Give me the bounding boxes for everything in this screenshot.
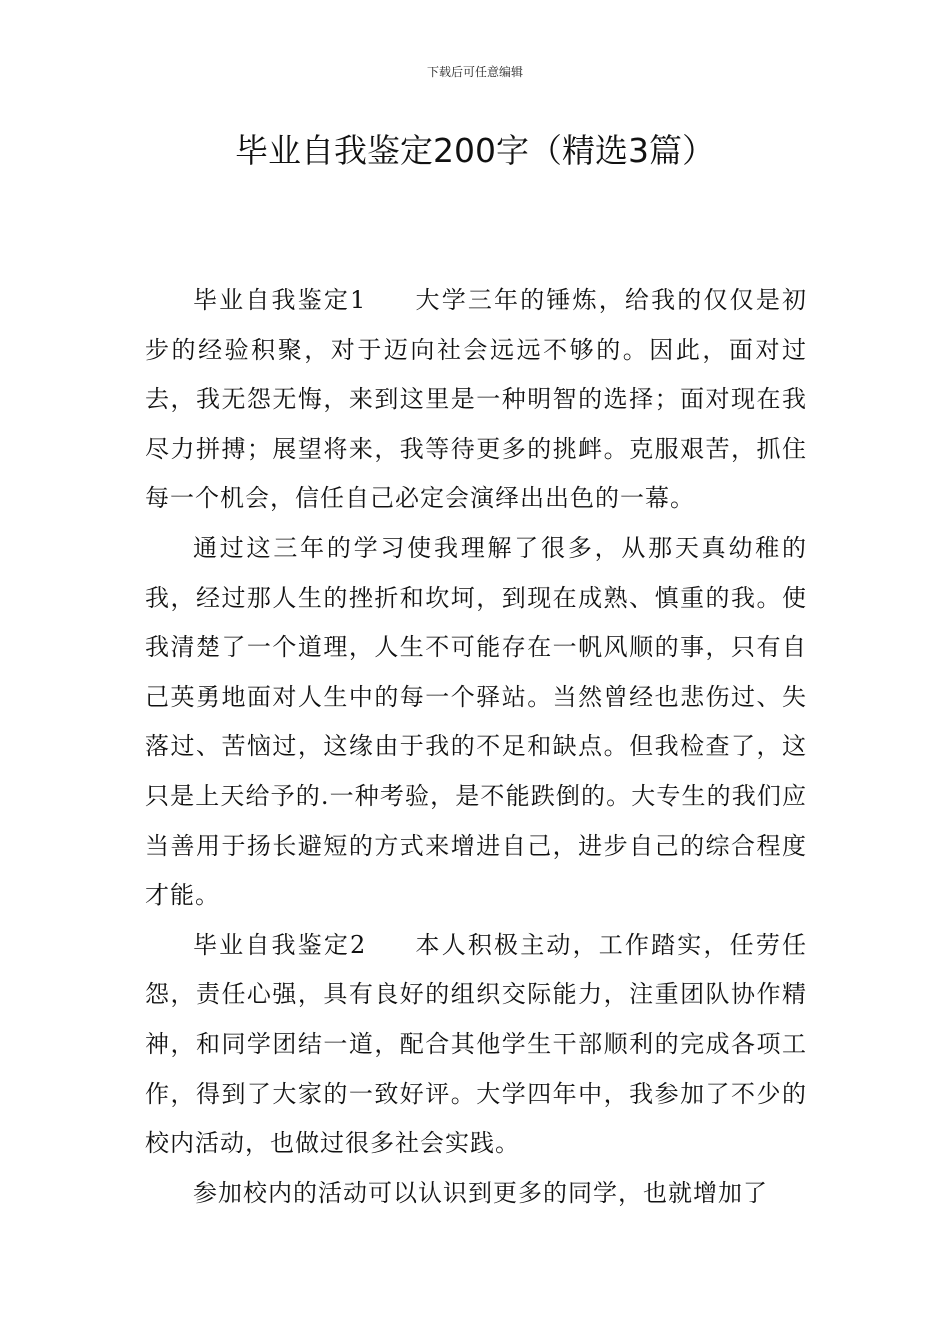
paragraph-3-text: 本人积极主动，工作踏实，任劳任怨，责任心强，具有良好的组织交际能力，注重团队协作精神，和同学团结一道，配合其他学生干部顺利的完成各项工作，得到了大家的一致好评。大学四年中，我参加了不少的校内活动，也做过很多社会实践。: [145, 930, 807, 1158]
paragraph-2-text: 通过这三年的学习使我理解了很多，从那天真幼稚的我，经过那人生的挫折和坎坷，到现在成熟、慎重的我。使我清楚了一个道理，人生不可能存在一帆风顺的事，只有自己英勇地面对人生中的每一个驿站。当然曾经也悲伤过、失落过、苦恼过，这缘由于我的不足和缺点。但我检查了，这只是上天给予的.一种考验，是不能跌倒的。大专生的我们应当善用于扬长避短的方式来增进自己，进步自己的综合程度才能。: [145, 533, 807, 910]
paragraph-4-text: 参加校内的活动可以认识到更多的同学，也就增加了: [193, 1178, 768, 1207]
paragraph-1-text: 大学三年的锤炼，给我的仅仅是初步的经验积聚，对于迈向社会远远不够的。因此，面对过去，我无怨无悔，来到这里是一种明智的选择；面对现在我尽力拼搏；展望将来，我等待更多的挑衅。克服艰苦，抓住每一个机会，信任自己必定会演绎出出色的一幕。: [145, 286, 807, 513]
paragraph-3: [145, 921, 807, 1169]
section-heading-2: 毕业自我鉴定2: [193, 930, 367, 959]
paragraph-4: [145, 1169, 807, 1219]
document-body: [145, 276, 807, 1218]
paragraph-2: [145, 524, 807, 921]
paragraph-1: [145, 276, 807, 524]
header-note: 下载后可任意编辑: [426, 65, 523, 79]
section-heading-1: 毕业自我鉴定1: [193, 286, 367, 314]
document-title: 毕业自我鉴定200字（精选3篇）: [235, 131, 715, 170]
